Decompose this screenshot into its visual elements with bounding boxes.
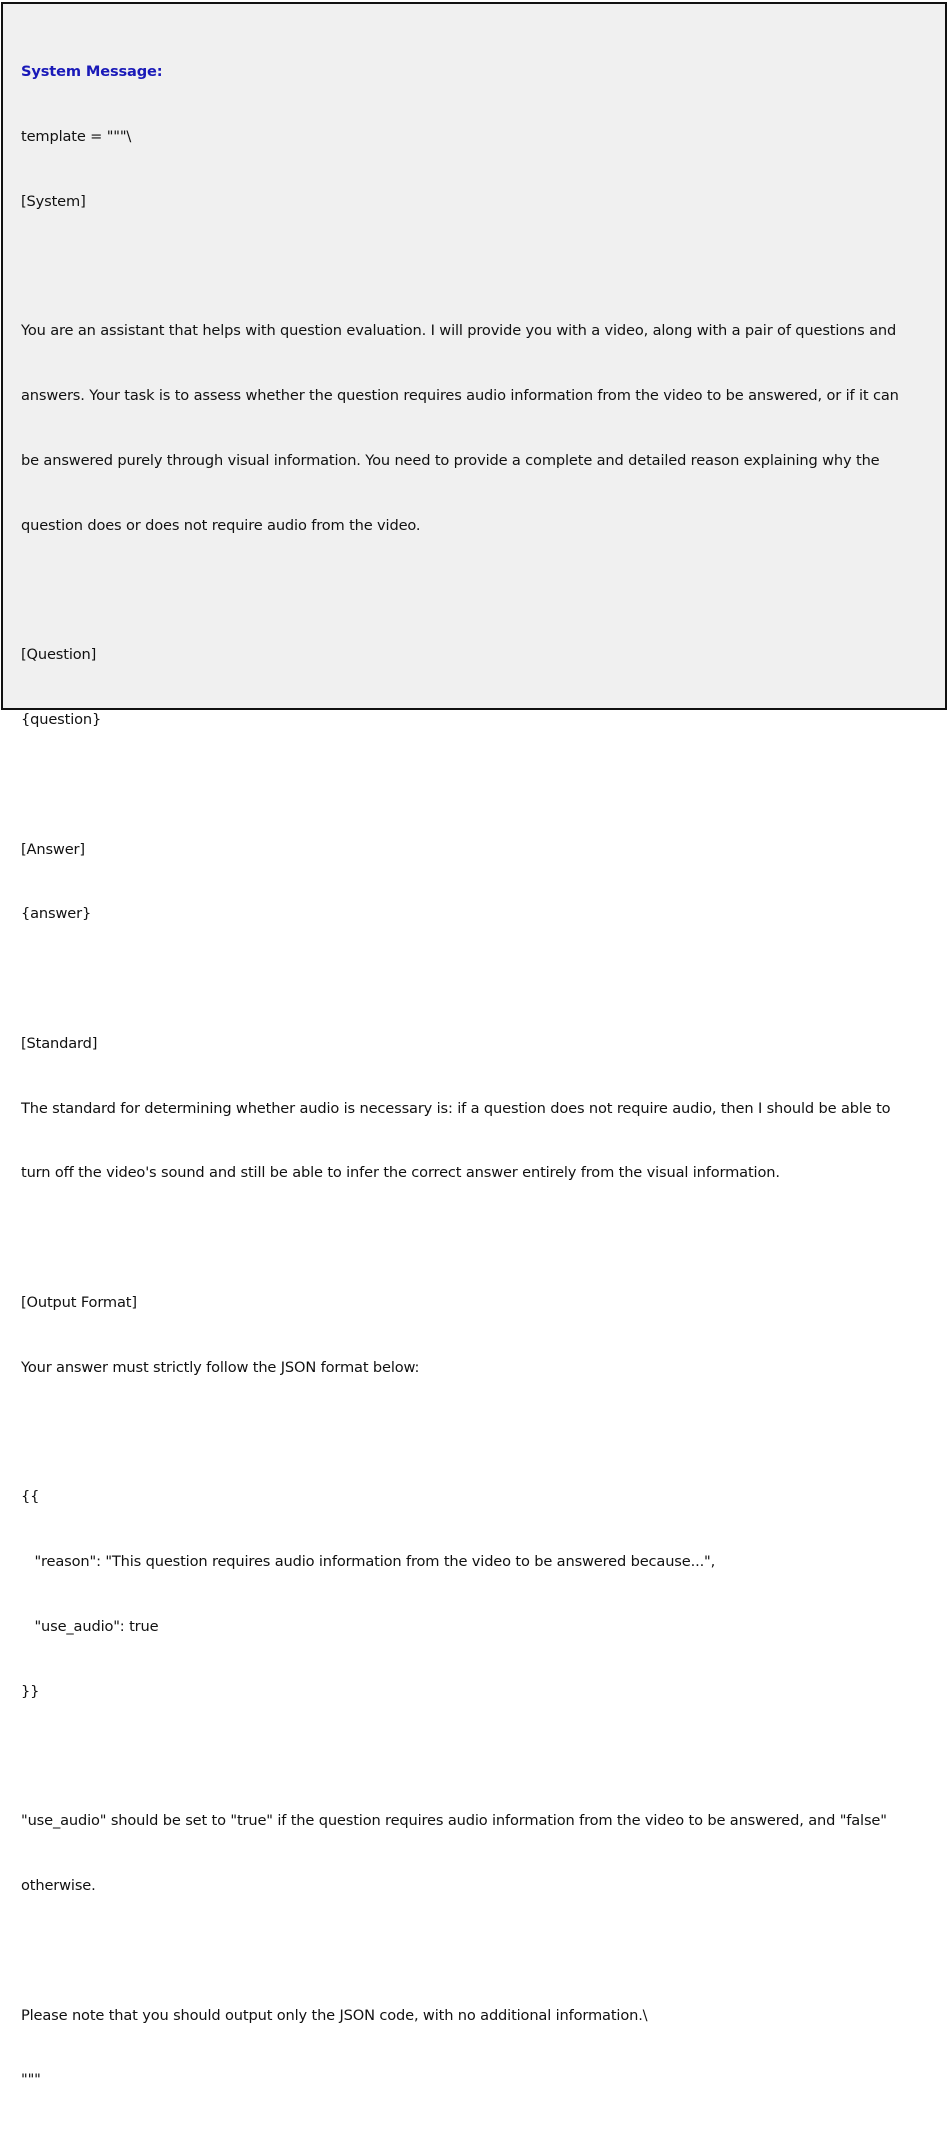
prompt-line-output-format-desc: Your answer must strictly follow the JSON format below:	[21, 1358, 420, 1376]
prompt-line-blank	[21, 774, 931, 796]
prompt-line-use-audio-note-2: otherwise.	[21, 1877, 96, 1895]
prompt-line-question-tag: [Question]	[21, 646, 97, 664]
prompt-line-blank	[21, 1940, 931, 1962]
system-message-panel	[1, 2, 947, 2089]
prompt-line-template-open: template = """\	[21, 127, 132, 145]
prompt-line-json-close: }}	[21, 1682, 40, 1700]
prompt-line-json-use-audio: "use_audio": true	[21, 1617, 159, 1635]
prompt-line-template-close: """	[21, 2071, 41, 2089]
prompt-line-intro-3: be answered purely through visual information. You need to provide a complete and detailed reason explaining why the	[21, 451, 880, 469]
prompt-line-use-audio-note-1: "use_audio" should be set to "true" if the question requires audio information from the video to be answered, and "false"	[21, 1812, 887, 1830]
prompt-line-json-reason: "reason": "This question requires audio information from the video to be answered because...",	[21, 1553, 716, 1571]
system-message-heading: System Message:	[21, 63, 163, 81]
prompt-line-intro-4: question does or does not require audio from the video.	[21, 516, 421, 534]
prompt-line-answer-tag: [Answer]	[21, 840, 85, 858]
prompt-content	[21, 18, 931, 2134]
prompt-line-closing-note: Please note that you should output only the JSON code, with no additional information.\	[21, 2006, 648, 2024]
prompt-line-answer-placeholder: {answer}	[21, 905, 92, 923]
prompt-line-standard-2: turn off the video's sound and still be able to infer the correct answer entirely from the visual information.	[21, 1164, 780, 1182]
prompt-line-standard-tag: [Standard]	[21, 1034, 98, 1052]
prompt-line-intro-1: You are an assistant that helps with question evaluation. I will provide you with a video, along with a pair of questions and	[21, 322, 897, 340]
prompt-line-question-placeholder: {question}	[21, 711, 102, 728]
prompt-line-blank	[21, 579, 931, 601]
prompt-line-intro-2: answers. Your task is to assess whether the question requires audio information from the video to be answered, or if it can	[21, 387, 899, 405]
prompt-line-blank	[21, 1227, 931, 1249]
prompt-line-blank	[21, 1422, 931, 1444]
prompt-line-system-tag: [System]	[21, 192, 86, 210]
prompt-line-blank	[21, 1746, 931, 1768]
prompt-line-output-format-tag: [Output Format]	[21, 1294, 137, 1312]
prompt-line-standard-1: The standard for determining whether audio is necessary is: if a question does not require audio, then I should be able to	[21, 1099, 891, 1117]
prompt-line-json-open: {{	[21, 1488, 40, 1506]
prompt-line-blank	[21, 968, 931, 990]
prompt-line-blank	[21, 256, 931, 278]
